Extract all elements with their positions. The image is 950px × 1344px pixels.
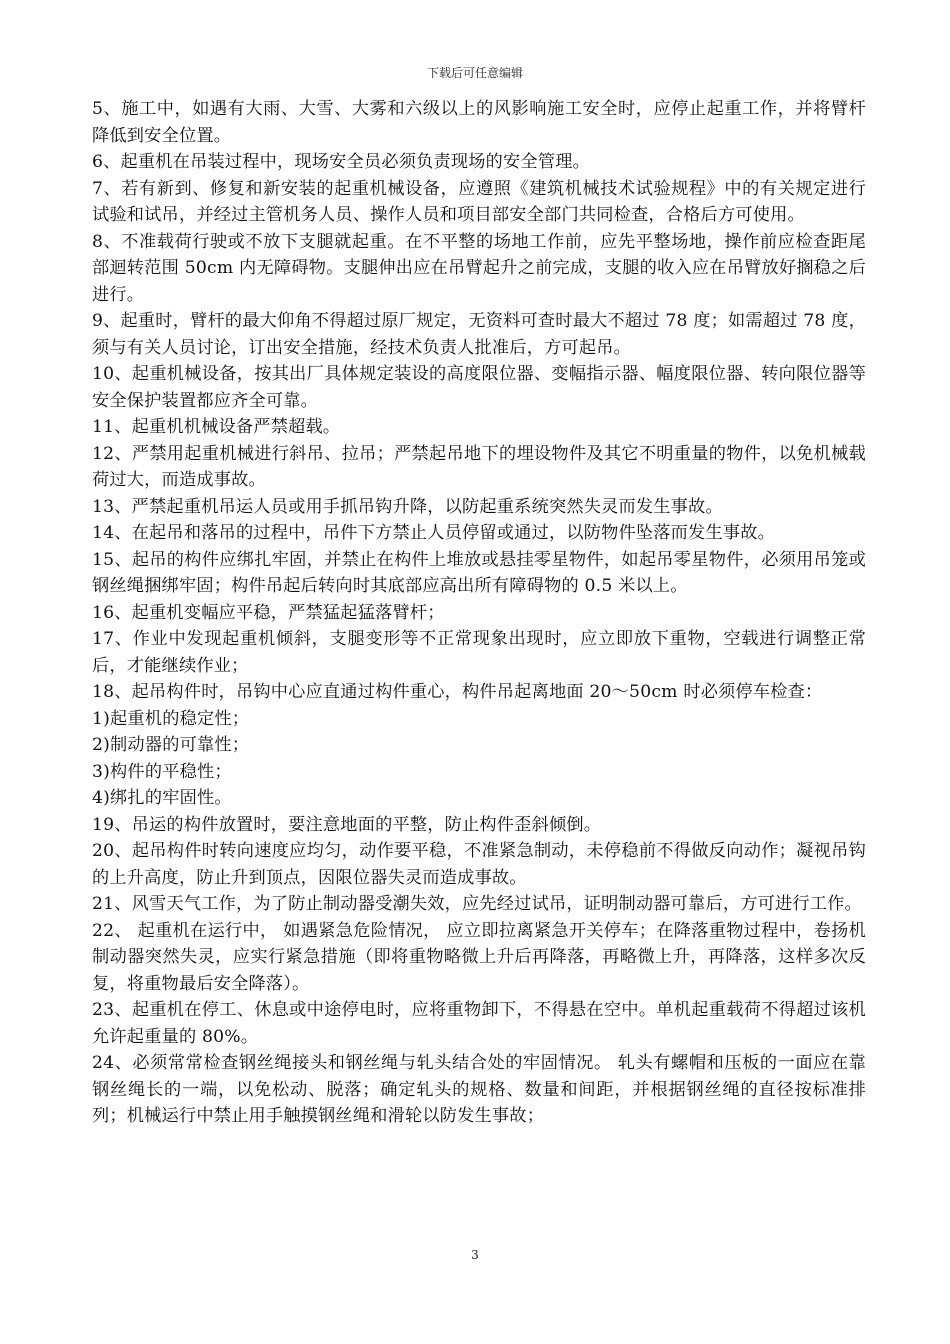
paragraph-item-24: 24、必须常常检查钢丝绳接头和钢丝绳与轧头结合处的牢固情况。 轧头有螺帽和压板的一面应在靠钢丝绳长的一端，以免松动、脱落；确定轧头的规格、数量和间距，并根据钢丝绳的直径按标准排列；机械运行中禁止用手触摸钢丝绳和滑轮以防发生事故； — [92, 1053, 866, 1126]
paragraph-item-6: 6、起重机在吊装过程中，现场安全员必须负责现场的安全管理。 — [92, 152, 590, 172]
paragraph-item-18: 18、起吊构件时，吊钩中心应直通过构件重心，构件吊起离地面 20～50cm 时必须停车检查： — [92, 682, 823, 702]
document-body — [92, 96, 866, 1130]
checklist-item-2: 2)制动器的可靠性； — [92, 735, 250, 755]
checklist-item-3: 3)构件的平稳性； — [92, 761, 232, 782]
paragraph-item-17: 17、作业中发现起重机倾斜，支腿变形等不正常现象出现时，应立即放下重物，空载进行调整正常后，才能继续作业； — [92, 629, 866, 676]
paragraph-item-9: 9、起重时，臂杆的最大仰角不得超过原厂规定，无资料可查时最大不超过 78 度；如需超过 78 度，须与有关人员讨论，订出安全措施，经技术负责人批准后，方可起吊。 — [92, 311, 866, 358]
paragraph-item-5: 5、施工中，如遇有大雨、大雪、大雾和六级以上的风影响施工安全时，应停止起重工作，并将臂杆降低到安全位置。 — [92, 99, 866, 146]
page-number: 3 — [471, 1248, 479, 1262]
paragraph-item-20: 20、起吊构件时转向速度应均匀，动作要平稳，不准紧急制动，未停稳前不得做反向动作；凝视吊钩的上升高度，防止升到顶点，因限位器失灵而造成事故。 — [92, 841, 866, 888]
paragraph-item-8: 8、不准载荷行驶或不放下支腿就起重。在不平整的场地工作前，应先平整场地，操作前应检查距尾部迴转范围 50cm 内无障碍物。支腿伸出应在吊臂起升之前完成，支腿的收入应在吊臂放好搁稳之后进行。 — [92, 231, 866, 305]
paragraph-item-7: 7、若有新到、修复和新安装的起重机械设备，应遵照《建筑机械技术试验规程》中的有关规定进行试验和试吊，并经过主管机务人员、操作人员和项目部安全部门共同检查，合格后方可使用。 — [92, 178, 866, 225]
paragraph-item-22: 22、 起重机在运行中， 如遇紧急危险情况， 应立即拉离紧急开关停车；在降落重物过程中，卷扬机制动器突然失灵，应实行紧急措施（即将重物略微上升后再降落，再略微上升，再降落，这样多次反复，将重物最后安全降落）。 — [92, 920, 866, 994]
paragraph-item-11: 11、起重机机械设备严禁超载。 — [92, 417, 341, 437]
paragraph-item-21: 21、风雪天气工作，为了防止制动器受潮失效，应先经过试吊，证明制动器可靠后，方可进行工作。 — [92, 894, 862, 914]
checklist-item-4: 4)绑扎的牢固性。 — [92, 788, 232, 808]
paragraph-item-12: 12、严禁用起重机械进行斜吊、拉吊；严禁起吊地下的埋设物件及其它不明重量的物件，以免机械载荷过大，而造成事故。 — [92, 443, 866, 490]
checklist-item-1: 1)起重机的稳定性； — [92, 708, 250, 729]
paragraph-item-16: 16、起重机变幅应平稳，严禁猛起猛落臂杆； — [92, 602, 445, 623]
paragraph-item-14: 14、在起吊和落吊的过程中，吊件下方禁止人员停留或通过，以防物件坠落而发生事故。 — [92, 523, 775, 543]
paragraph-item-23: 23、起重机在停工、休息或中途停电时，应将重物卸下，不得悬在空中。单机起重载荷不得超过该机允许起重量的 80%。 — [92, 1000, 866, 1047]
paragraph-item-15: 15、起吊的构件应绑扎牢固，并禁止在构件上堆放或悬挂零星物件，如起吊零星物件，必须用吊笼或钢丝绳捆绑牢固；构件吊起后转向时其底部应高出所有障碍物的 0.5 米以上。 — [92, 549, 866, 596]
paragraph-item-19: 19、吊运的构件放置时，要注意地面的平整，防止构件歪斜倾倒。 — [92, 814, 602, 835]
page-header: 下载后可任意编辑 — [426, 66, 523, 80]
paragraph-item-13: 13、严禁起重机吊运人员或用手抓吊钩升降，以防起重系统突然失灵而发生事故。 — [92, 496, 723, 517]
paragraph-item-10: 10、起重机械设备，按其出厂具体规定装设的高度限位器、变幅指示器、幅度限位器、转向限位器等安全保护装置都应齐全可靠。 — [92, 364, 866, 411]
